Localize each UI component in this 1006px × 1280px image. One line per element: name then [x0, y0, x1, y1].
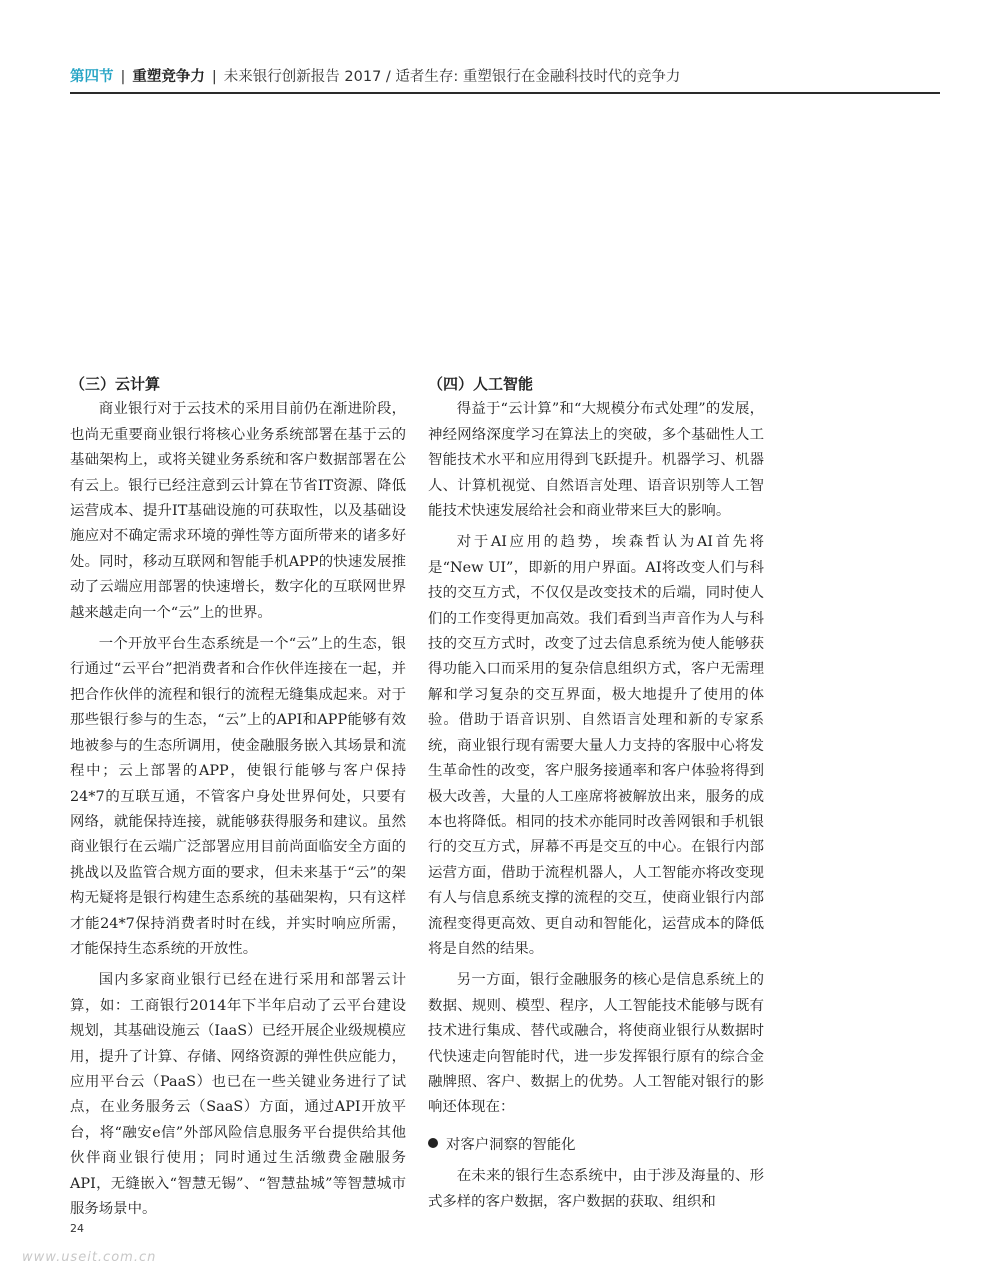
paragraph: 商业银行对于云技术的采用目前仍在渐进阶段，也尚无重要商业银行将核心业务系统部署在基于云的基础架构上，或将关键业务系统和客户数据部署在公有云上。银行已经注意到云计算在节省IT资源、降低运营成本、提升IT基础设施的可获取性，以及基础设施应对不确定需求环境的弹性等方面所带来的诸多好处。同时，移动互联网和智能手机APP的快速发展推动了云端应用部署的快速增长，数字化的互联网世界越来越走向一个“云”上的世界。 — [70, 401, 406, 621]
running-header — [70, 66, 940, 88]
watermark: www.useit.com.cn — [22, 1250, 157, 1265]
paragraph: 得益于“云计算”和“大规模分布式处理”的发展，神经网络深度学习在算法上的突破，多个基础性人工智能技术水平和应用得到飞跃提升。机器学习、机器人、计算机视觉、自然语言处理、语音识别等人工智能技术快速发展给社会和商业带来巨大的影响。 — [428, 401, 764, 520]
header-separator-1: | — [120, 69, 126, 85]
header-section: 第四节 — [70, 69, 114, 85]
paragraph: 对于AI应用的趋势，埃森哲认为AI首先将是“New UI”，即新的用户界面。AI将改变人们与科技的交互方式，不仅仅是改变技术的后端，同时使人们的工作变得更加高效。我们看到当声音作为人与科技的交互方式时，改变了过去信息系统为使人能够获得功能入口而采用的复杂信息组织方式，客户无需理解和学习复杂的交互界面，极大地提升了使用的体验。借助于语音识别、自然语言处理和新的专家系统，商业银行现有需要大量人力支持的客服中心将发生革命性的改变，客户服务接通率和客户体验将得到极大改善，大量的人工座席将被解放出来，服务的成本也将降低。相同的技术亦能同时改善网银和手机银行的交互方式，屏幕不再是交互的中心。在银行内部运营方面，借助于流程机器人，人工智能亦将改变现有人与信息系统支撑的流程的交互，使商业银行内部流程变得更高效、更自动和智能化，运营成本的降低将是自然的结果。 — [428, 534, 764, 957]
paragraph: 国内多家商业银行已经在进行采用和部署云计算，如：工商银行2014年下半年启动了云平台建设规划，其基础设施云（IaaS）已经开展企业级规模应用，提升了计算、存储、网络资源的弹性供应能力，应用平台云（PaaS）也已在一些关键业务进行了试点，在业务服务云（SaaS）方面，通过API开放平台，将“融安e信”外部风险信息服务平台提供给其他伙伴商业银行使用；同时通过生活缴费金融服务API，无缝嵌入“智慧无锡”、“智慧盐城”等智慧城市服务场景中。 — [70, 972, 406, 1217]
section-heading-cloud: （三）云计算 — [70, 375, 161, 393]
header-separator-2: | — [211, 69, 217, 85]
header-topic: 重塑竞争力 — [132, 69, 205, 85]
header-report-title: 未来银行创新报告 2017 / 适者生存: 重塑银行在金融科技时代的竞争力 — [223, 69, 681, 85]
paragraph: 一个开放平台生态系统是一个“云”上的生态，银行通过“云平台”把消费者和合作伙伴连接在一起，并把合作伙伴的流程和银行的流程无缝集成起来。对于那些银行参与的生态，“云”上的API和APP能够有效地被参与的生态所调用，使金融服务嵌入其场景和流程中；云上部署的APP，使银行能够与客户保持24*7的互联互通，不管客户身处世界何处，只要有网络，就能保持连接，就能够获得服务和建议。虽然商业银行在云端广泛部署应用目前尚面临安全方面的挑战以及监管合规方面的要求，但未来基于“云”的架构无疑将是银行构建生态系统的基础架构，只有这样才能24*7保持消费者时时在线，并实时响应所需，才能保持生态系统的开放性。 — [70, 636, 406, 957]
bullet-heading-text: 对客户洞察的智能化 — [446, 1136, 576, 1153]
section-heading-ai: （四）人工智能 — [428, 375, 534, 393]
paragraph: 在未来的银行生态系统中，由于涉及海量的、形式多样的客户数据，客户数据的获取、组织和 — [428, 1168, 764, 1210]
bullet-dot-icon — [428, 1138, 438, 1148]
page-number: 24 — [70, 1222, 84, 1235]
bullet-heading — [428, 1133, 764, 1158]
paragraph: 另一方面，银行金融服务的核心是信息系统上的数据、规则、模型、程序，人工智能技术能够与既有技术进行集成、替代或融合，将使商业银行从数据时代快速走向智能时代，进一步发挥银行原有的综合金融牌照、客户、数据上的优势。人工智能对银行的影响还体现在： — [428, 972, 764, 1116]
right-column — [428, 372, 764, 1215]
header-divider — [70, 92, 940, 94]
left-column — [70, 372, 406, 1222]
